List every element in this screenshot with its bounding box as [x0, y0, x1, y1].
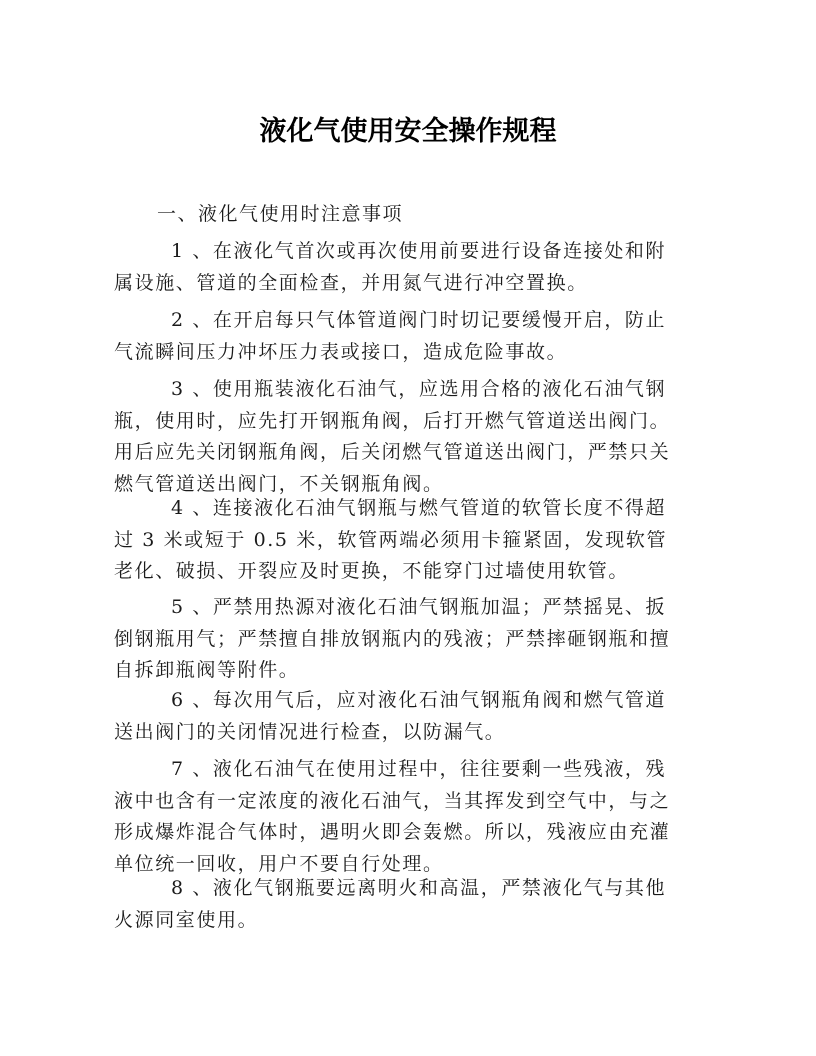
clause-8 [114, 873, 714, 936]
clause-line: 火源同室使用。 [114, 908, 259, 931]
clause-line: 气流瞬间压力冲坏压力表或接口，造成危险事故。 [114, 340, 568, 363]
clause-2 [114, 305, 714, 368]
clause-line: 8 、液化气钢瓶要远离明火和高温，严禁液化气与其他 [171, 877, 667, 899]
clause-line: 用后应先关闭钢瓶角阀，后关闭燃气管道送出阀门，严禁只关 [114, 441, 671, 463]
clause-line: 7 、液化石油气在使用过程中，往往要剩一些残液，残 [171, 758, 667, 780]
clause-3 [114, 374, 714, 500]
clause-line: 燃气管道送出阀门，不关钢瓶角阀。 [114, 472, 444, 495]
section-heading: 一、液化气使用时注意事项 [157, 203, 404, 225]
clause-6 [114, 685, 714, 748]
clause-line: 过 3 米或短于 0.5 米，软管两端必须用卡箍紧固，发现软管 [114, 528, 668, 551]
clause-line: 属设施、管道的全面检查，并用氮气进行冲空置换。 [114, 271, 588, 294]
clause-line: 1 、在液化气首次或再次使用前要进行设备连接处和附 [171, 240, 667, 262]
clause-line: 单位统一回收，用户不要自行处理。 [114, 852, 444, 875]
clause-line: 老化、破损、开裂应及时更换，不能穿门过墙使用软管。 [114, 560, 630, 582]
clause-4 [114, 493, 714, 588]
clause-line: 6 、每次用气后，应对液化石油气钢瓶角阀和燃气管道 [171, 689, 667, 711]
clause-line: 倒钢瓶用气；严禁擅自排放钢瓶内的残液；严禁摔砸钢瓶和擅 [114, 627, 671, 650]
clause-line: 4 、连接液化石油气钢瓶与燃气管道的软管长度不得超 [171, 497, 667, 519]
clause-line: 形成爆炸混合气体时，遇明火即会轰燃。所以，残液应由充灌 [114, 821, 671, 843]
clause-line: 自拆卸瓶阀等附件。 [114, 659, 300, 681]
clause-1 [114, 236, 714, 299]
clause-line: 送出阀门的关闭情况进行检查，以防漏气。 [114, 720, 506, 743]
clause-7 [114, 754, 714, 880]
clause-line: 2 、在开启每只气体管道阀门时切记要缓慢开启，防止 [171, 309, 667, 331]
clause-line: 瓶，使用时，应先打开钢瓶角阀，后打开燃气管道送出阀门。 [114, 409, 671, 432]
clause-line: 液中也含有一定浓度的液化石油气，当其挥发到空气中，与之 [114, 789, 671, 812]
clause-5 [114, 592, 714, 687]
clause-line: 5 、严禁用热源对液化石油气钢瓶加温；严禁摇晃、扳 [171, 596, 667, 618]
document-title: 液化气使用安全操作规程 [259, 116, 557, 147]
clause-line: 3 、使用瓶装液化石油气，应选用合格的液化石油气钢 [171, 378, 667, 400]
